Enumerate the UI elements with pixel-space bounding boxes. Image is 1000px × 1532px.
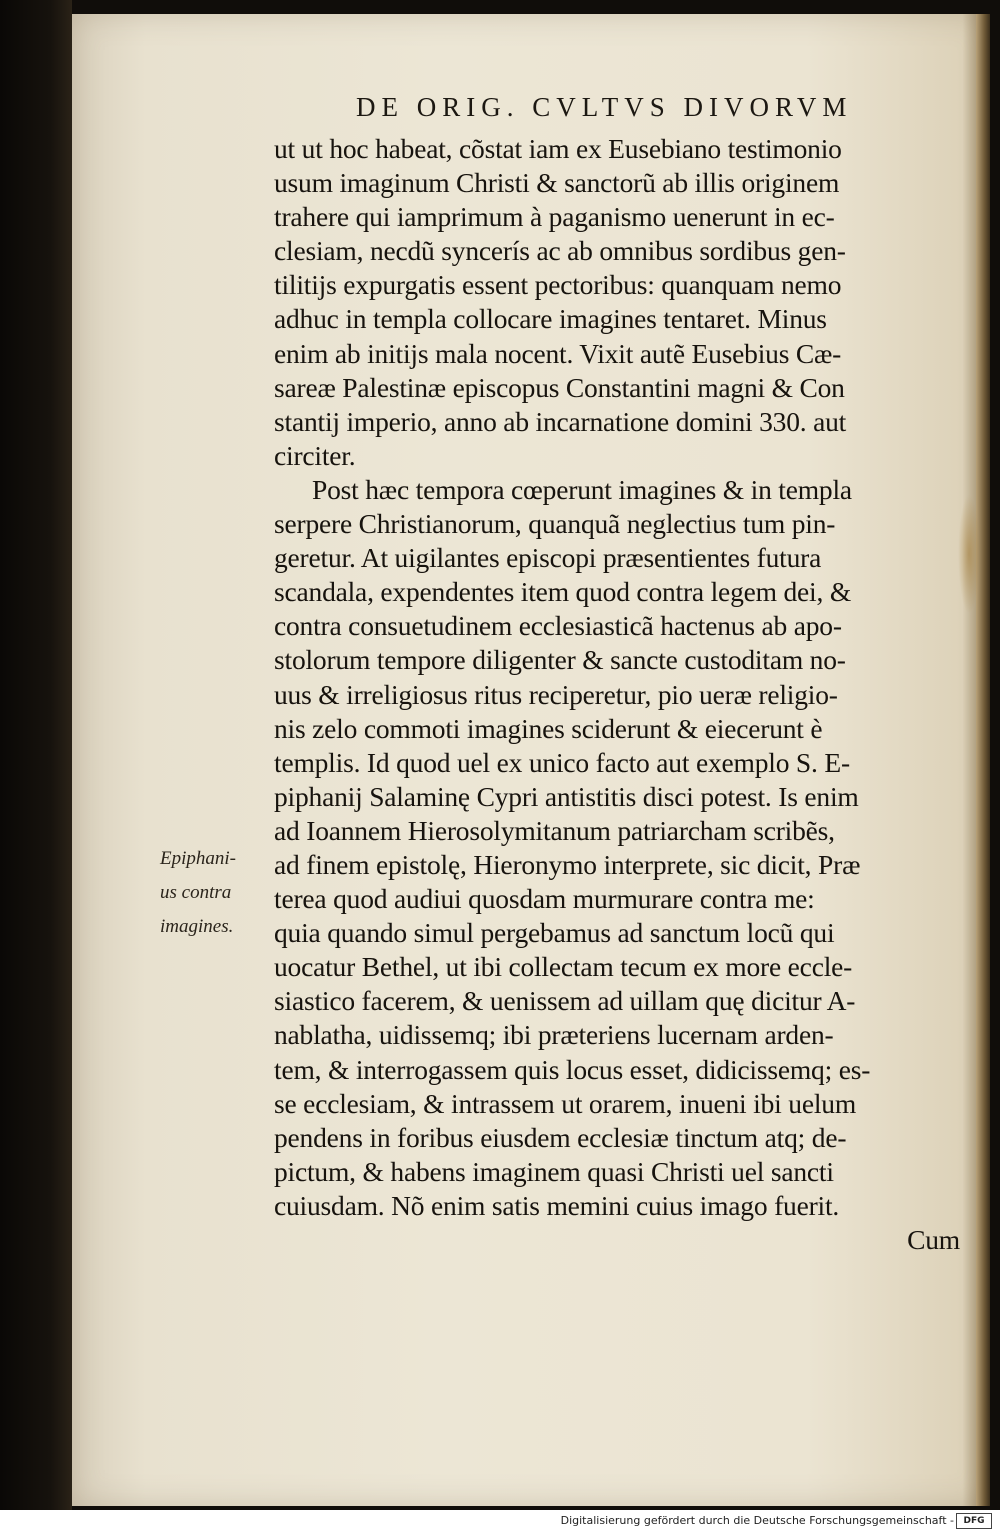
text-line: circiter. <box>274 439 356 471</box>
text-line: se ecclesiam, & intrassem ut orarem, inueni ibi uelum <box>274 1087 857 1119</box>
text-line: trahere qui iamprimum à paganismo uenerunt in ec- <box>274 201 835 233</box>
text-line: scandala, expendentes item quod contra legem dei, & <box>274 576 852 608</box>
text-line: nablatha, uidissemq; ibi præteriens lucernam arden- <box>274 1019 834 1051</box>
text-line: geretur. At uigilantes episcopi præsentientes futura <box>274 542 822 574</box>
text-line: cuiusdam. Nõ enim satis memini cuius imago fuerit. <box>274 1189 840 1221</box>
text-line: uus & irreligiosus ritus reciperetur, pio ueræ religio- <box>274 678 838 710</box>
text-line: templis. Id quod uel ex unico facto aut exemplo S. E- <box>274 746 850 778</box>
text-line: pendens in foribus eiusdem ecclesiæ tinctum atq; de- <box>274 1121 847 1153</box>
dfg-logo-icon: DFG <box>956 1513 992 1529</box>
binding-shadow <box>0 0 72 1510</box>
text-line: terea quod audiui quosdam murmurare contra me: <box>274 883 815 915</box>
text-line: uocatur Bethel, ut ibi collectam tecum ex more eccle- <box>274 951 853 983</box>
text-line: ad finem epistolę, Hieronymo interprete, sic dicit, Præ <box>274 848 861 880</box>
text-line: stantij imperio, anno ab incarnatione domini 330. aut <box>274 405 847 437</box>
text-line: quia quando simul pergebamus ad sanctum locũ qui <box>274 917 835 949</box>
text-line: enim ab initijs mala nocent. Vixit autẽ Eusebius Cæ- <box>274 337 842 369</box>
text-line: stolorum tempore diligenter & sancte custoditam no- <box>274 644 846 676</box>
text-line: ad Ioannem Hierosolymitanum patriarcham scribẽs, <box>274 814 835 846</box>
text-line: usum imaginum Christi & sanctorũ ab illis originem <box>274 167 840 199</box>
marginal-note-line: Epiphani- <box>160 848 236 869</box>
digitization-credit: Digitalisierung gefördert durch die Deutsche Forschungsgemeinschaft - <box>560 1514 954 1527</box>
text-line: adhuc in templa collocare imagines tentaret. Minus <box>274 303 827 335</box>
text-line: tem, & interrogassem quis locus esset, didicissemq; es- <box>274 1053 871 1085</box>
text-line: nis zelo commoti imagines sciderunt & eiecerunt è <box>274 712 823 744</box>
text-line: tilitijs expurgatis essent pectoribus: quanquam nemo <box>274 269 842 301</box>
text-line: contra consuetudinem ecclesiasticã hactenus ab apo- <box>274 610 842 642</box>
text-line: clesiam, necdũ syncerís ac ab omnibus sordibus gen- <box>274 235 846 267</box>
catchword: Cum <box>907 1224 960 1255</box>
paragraph-start-line: Post hæc tempora cœperunt imagines & in templa <box>312 473 852 505</box>
marginal-note-line: us contra <box>160 882 232 903</box>
body-text <box>274 132 970 1257</box>
page-edge <box>976 14 990 1506</box>
text-line: pictum, & habens imaginem quasi Christi uel sancti <box>274 1155 834 1187</box>
marginal-note <box>160 842 270 944</box>
text-line: ut ut hoc habeat, cõstat iam ex Eusebiano testimonio <box>274 133 842 164</box>
text-line: sareæ Palestinæ episcopus Constantini magni & Con <box>274 371 845 403</box>
text-line: piphanij Salaminę Cypri antistitis disci potest. Is enim <box>274 780 859 812</box>
text-line: siastico facerem, & uenissem ad uillam quę dicitur A- <box>274 985 856 1017</box>
text-line: serpere Christianorum, quanquã neglectius tum pin- <box>274 508 836 540</box>
marginal-note-line: imagines. <box>160 916 234 937</box>
running-title: DE ORIG. CVLTVS DIVORVM <box>356 92 853 122</box>
